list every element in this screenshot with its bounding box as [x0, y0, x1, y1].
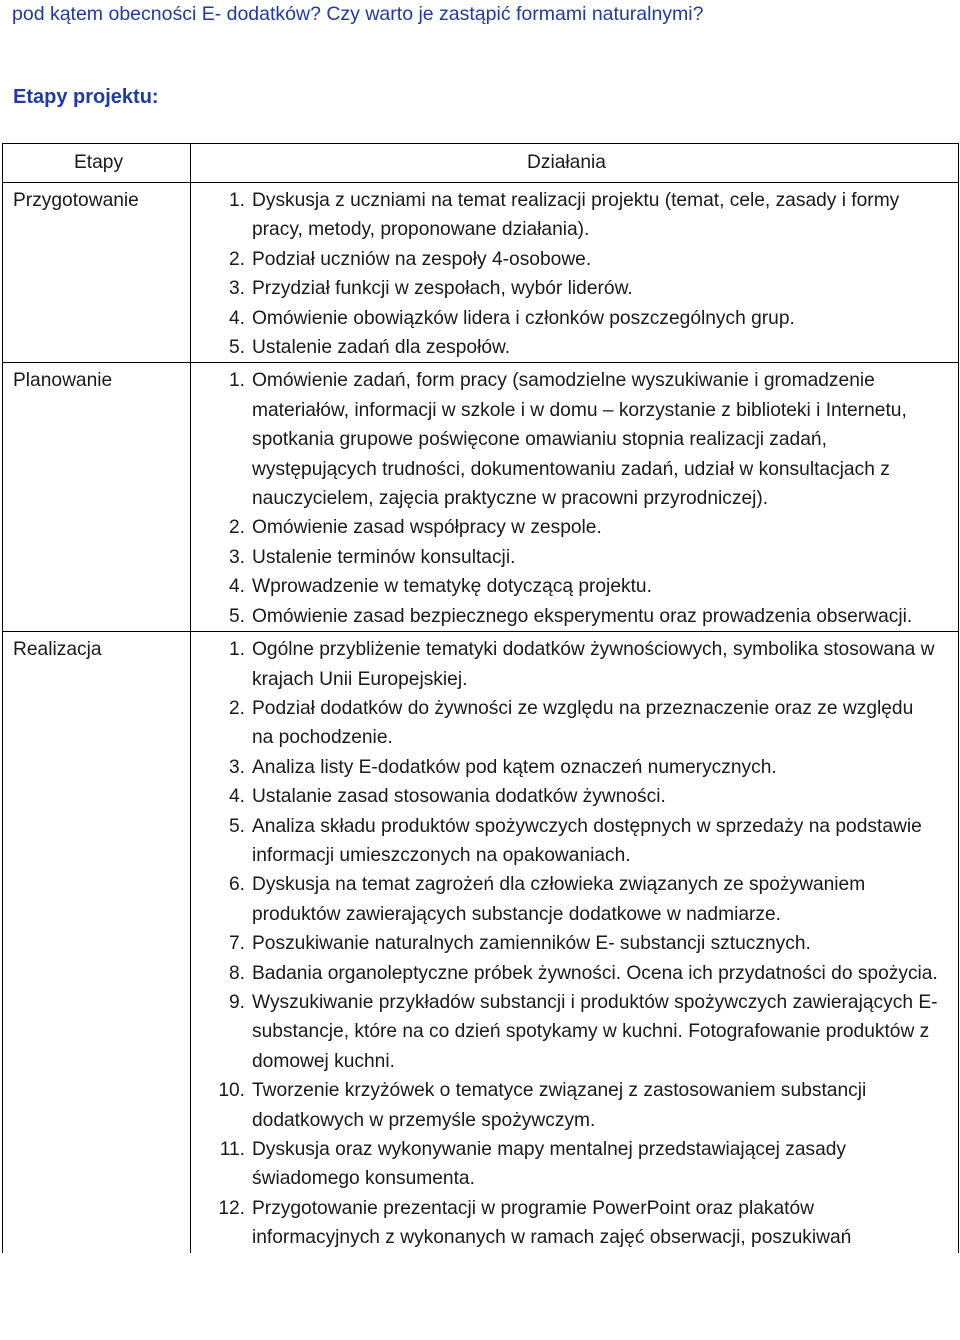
list-item — [191, 812, 958, 871]
item-text: Dyskusja oraz wykonywanie mapy mentalnej przedstawiającej zasady świadomego konsumenta. — [252, 1139, 847, 1190]
section-title: Etapy projektu: — [13, 86, 159, 108]
list-item — [191, 304, 958, 333]
list-item — [191, 1076, 958, 1135]
item-number: 5. — [228, 337, 245, 359]
item-number: 3. — [228, 756, 245, 778]
list-item — [191, 333, 958, 362]
item-number: 5. — [228, 605, 245, 627]
item-number: 4. — [228, 786, 245, 808]
item-text: Omówienie zasad bezpiecznego eksperymentu oraz prowadzenia obserwacji. — [252, 605, 913, 627]
list-item — [191, 1135, 958, 1194]
table-row — [3, 183, 959, 363]
item-number: 11. — [219, 1139, 245, 1160]
item-number: 5. — [228, 815, 245, 837]
item-number: 1. — [228, 639, 245, 661]
item-number: 8. — [228, 962, 245, 984]
item-number: 3. — [228, 278, 245, 300]
item-number: 4. — [228, 576, 245, 598]
item-number: 4. — [228, 307, 245, 329]
table-row — [3, 632, 959, 1253]
list-item — [191, 988, 958, 1076]
table-header-row — [3, 144, 959, 183]
item-number: 6. — [228, 874, 245, 896]
list-item — [191, 870, 958, 929]
actions-list — [191, 366, 958, 631]
list-item — [191, 245, 958, 274]
item-number: 2. — [228, 697, 245, 719]
project-stages-table — [2, 143, 959, 1253]
list-item — [191, 602, 958, 631]
item-text: Badania organoleptyczne próbek żywności. Ocena ich przydatności do spożycia. — [252, 962, 938, 984]
item-text: Analiza składu produktów spożywczych dostępnych w sprzedaży na podstawie informacji umieszczonych na opakowaniach. — [252, 815, 922, 866]
list-item — [191, 274, 958, 303]
actions-list — [191, 186, 958, 362]
stage-actions — [191, 632, 959, 1253]
list-item — [191, 1194, 958, 1253]
item-text: Podział dodatków do żywności ze względu na przeznaczenie oraz ze względu na pochodzenie. — [252, 697, 914, 749]
list-item — [191, 753, 958, 782]
header-actions: Działania — [191, 144, 959, 183]
stage-name: Planowanie — [3, 363, 191, 632]
item-text: Ustalenie zadań dla zespołów. — [252, 337, 511, 359]
item-text: Ustalanie zasad stosowania dodatków żywności. — [252, 786, 666, 808]
list-item — [191, 635, 958, 694]
item-number: 7. — [228, 933, 245, 955]
list-item — [191, 186, 958, 245]
list-item — [191, 366, 958, 513]
item-number: 10. — [218, 1080, 245, 1102]
list-item — [191, 929, 958, 958]
item-text: Analiza listy E-dodatków pod kątem oznaczeń numerycznych. — [252, 756, 777, 778]
item-number: 9. — [228, 991, 245, 1013]
stage-actions — [191, 363, 959, 632]
stage-actions — [191, 183, 959, 363]
item-number: 1. — [228, 190, 245, 211]
continued-question-text: pod kątem obecności E- dodatków? Czy warto je zastąpić formami naturalnymi? — [12, 3, 704, 25]
header-stages: Etapy — [3, 144, 191, 183]
item-number: 2. — [228, 248, 245, 270]
list-item — [191, 543, 958, 572]
item-text: Przygotowanie prezentacji w programie PowerPoint oraz plakatów informacyjnych z wykonanych w ramach zajęć obserwacji, poszukiwań — [252, 1197, 852, 1249]
actions-list — [191, 635, 958, 1253]
item-text: Przydział funkcji w zespołach, wybór liderów. — [252, 278, 633, 300]
list-item — [191, 959, 958, 988]
item-text: Omówienie obowiązków lidera i członków poszczególnych grup. — [252, 307, 795, 329]
item-text: Ustalenie terminów konsultacji. — [252, 546, 516, 568]
item-text: Omówienie zasad współpracy w zespole. — [252, 517, 602, 539]
stage-name: Realizacja — [3, 632, 191, 1253]
item-text: Wprowadzenie w tematykę dotyczącą projektu. — [252, 576, 652, 598]
item-text: Poszukiwanie naturalnych zamienników E- substancji sztucznych. — [252, 933, 811, 955]
item-text: Dyskusja z uczniami na temat realizacji projektu (temat, cele, zasady i formy pracy, metody, proponowane działania). — [252, 190, 900, 241]
item-text: Tworzenie krzyżówek o tematyce związanej z zastosowaniem substancji dodatkowych w przemyśle spożywczym. — [252, 1080, 867, 1131]
item-number: 12. — [218, 1197, 245, 1219]
item-text: Ogólne przybliżenie tematyki dodatków żywnościowych, symbolika stosowana w krajach Unii Europejskiej. — [252, 639, 935, 690]
list-item — [191, 694, 958, 753]
table-row — [3, 363, 959, 632]
item-text: Dyskusja na temat zagrożeń dla człowieka związanych ze spożywaniem produktów zawierających substancje dodatkowe w nadmiarze. — [252, 874, 866, 925]
item-text: Omówienie zadań, form pracy (samodzielne wyszukiwanie i gromadzenie materiałów, informacji w szkole i w domu – korzystanie z biblioteki i Internetu, spotkania grupowe poświęcone omawianiu stopnia realizacji zadań, występujących trudności, dokumentowaniu zadań, udział w konsultacjach z nauczycielem, zajęcia praktyczne w pracowni przyrodniczej). — [252, 370, 907, 510]
item-number: 3. — [228, 546, 245, 568]
item-number: 1. — [228, 370, 245, 392]
list-item — [191, 572, 958, 601]
list-item — [191, 782, 958, 811]
list-item — [191, 513, 958, 542]
item-number: 2. — [228, 517, 245, 539]
item-text: Podział uczniów na zespoły 4-osobowe. — [252, 248, 592, 270]
item-text: Wyszukiwanie przykładów substancji i produktów spożywczych zawierających E-substancje, które na co dzień spotykamy w kuchni. Fotografowanie produktów z domowej kuchni. — [252, 991, 938, 1072]
stage-name: Przygotowanie — [3, 183, 191, 363]
